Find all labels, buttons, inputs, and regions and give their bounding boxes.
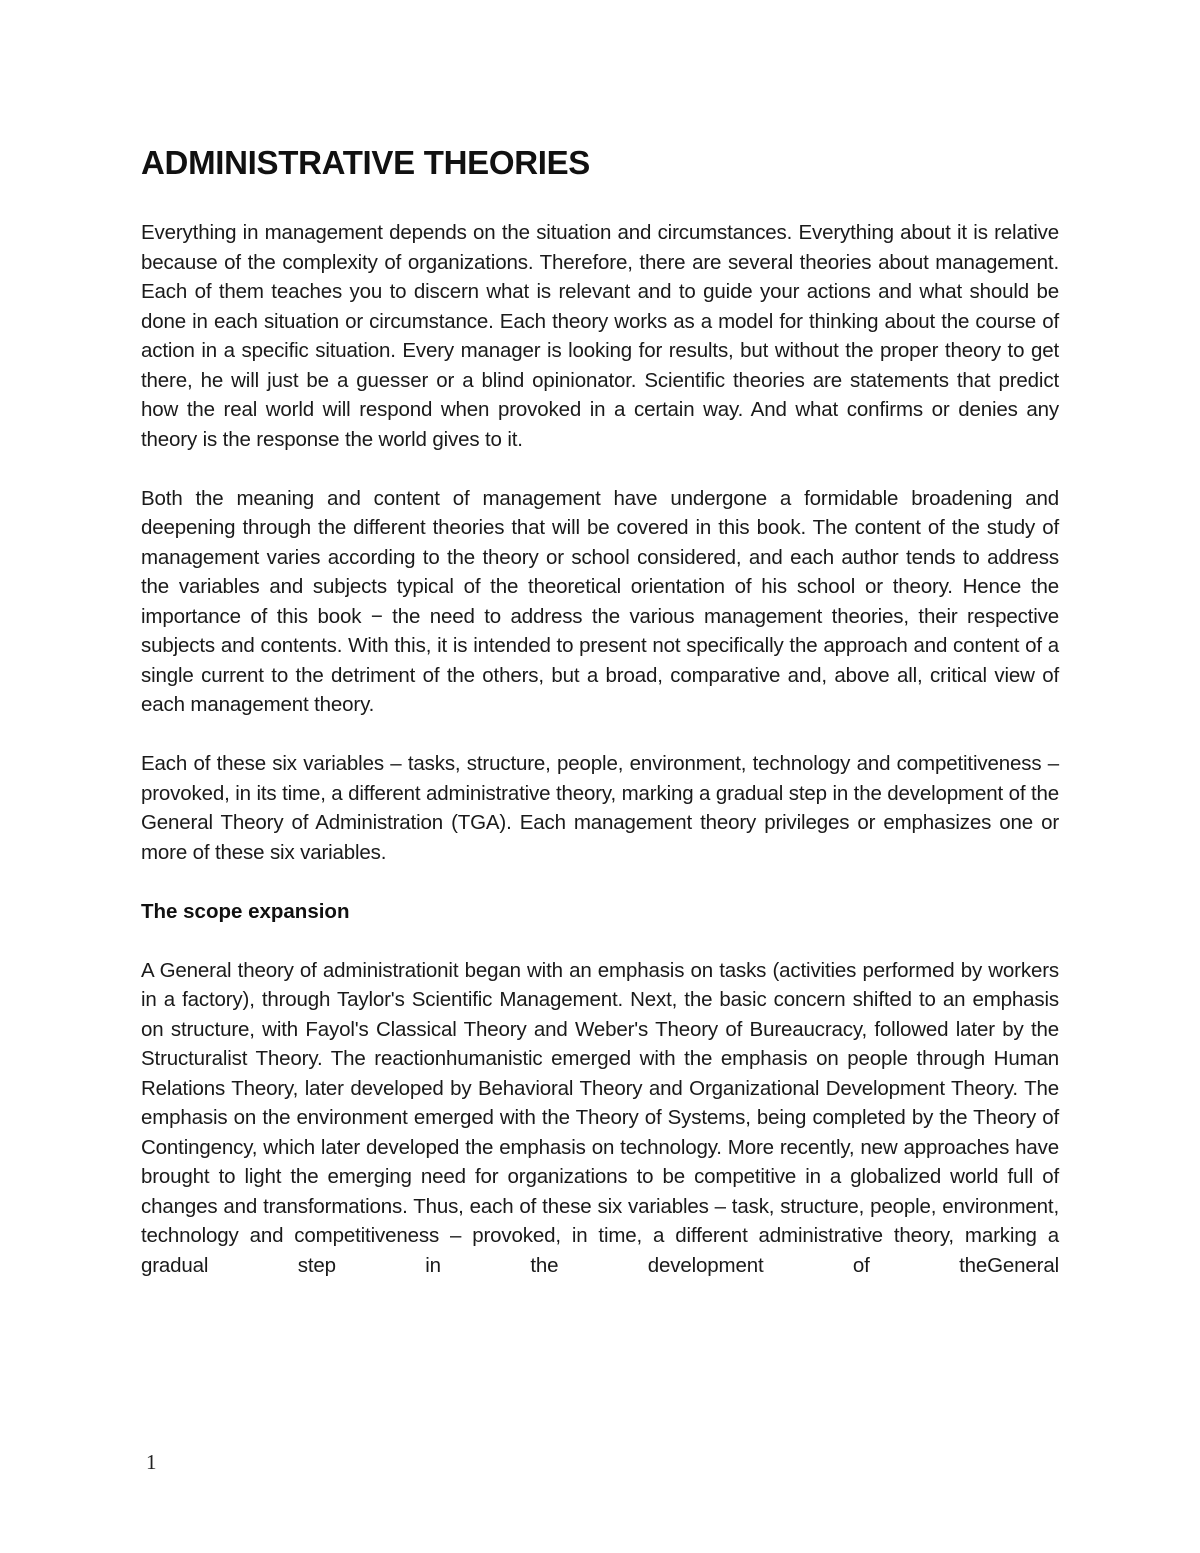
- document-body: [141, 218, 1059, 1310]
- paragraph-scope-expansion: A General theory of administrationit began with an emphasis on tasks (activities performed by workers in a factory), through Taylor's Scientific Management. Next, the basic concern shifted to an emphasis on structure, with Fayol's Classical Theory and Weber's Theory of Bureaucracy, followed later by the Structuralist Theory. The reactionhumanistic emerged with the emphasis on people through Human Relations Theory, later developed by Behavioral Theory and Organizational Development Theory. The emphasis on the environment emerged with the Theory of Systems, being completed by the Theory of Contingency, which later developed the emphasis on technology. More recently, new approaches have brought to light the emerging need for organizations to be competitive in a globalized world full of changes and transformations. Thus, each of these six variables – task, structure, people, environment, technology and competitiveness – provoked, in time, a different administrative theory, marking a gradual step in the development of theGeneral: [141, 958, 1059, 1277]
- paragraph-meaning-content: Both the meaning and content of management have undergone a formidable broadening and deepening through the different theories that will be covered in this book. The content of the study of management varies according to the theory or school considered, and each author tends to address the variables and subjects typical of the theoretical orientation of his school or theory. Hence the importance of this book − the need to address the various management theories, their respective subjects and contents. With this, it is intended to present not specifically the approach and content of a single current to the detriment of the others, but a broad, comparative and, above all, critical view of each management theory.: [141, 486, 1059, 716]
- paragraph-six-variables: Each of these six variables – tasks, structure, people, environment, technology and competitiveness – provoked, in its time, a different administrative theory, marking a gradual step in the development of the General Theory of Administration (TGA). Each management theory privileges or emphasizes one or more of these six variables.: [141, 752, 1059, 864]
- paragraph-intro: Everything in management depends on the situation and circumstances. Everything about it is relative because of the complexity of organizations. Therefore, there are several theories about management. Each of them teaches you to discern what is relevant and to guide your actions and what should be done in each situation or circumstance. Each theory works as a model for thinking about the course of action in a specific situation. Every manager is looking for results, but without the proper theory to get there, he will just be a guesser or a blind opinionator. Scientific theories are statements that predict how the real world will respond when provoked in a certain way. And what confirms or denies any theory is the response the world gives to it.: [141, 221, 1059, 451]
- page-title: ADMINISTRATIVE THEORIES: [141, 144, 591, 181]
- page-number: 1: [146, 1450, 157, 1474]
- section-heading: The scope expansion: [141, 899, 350, 923]
